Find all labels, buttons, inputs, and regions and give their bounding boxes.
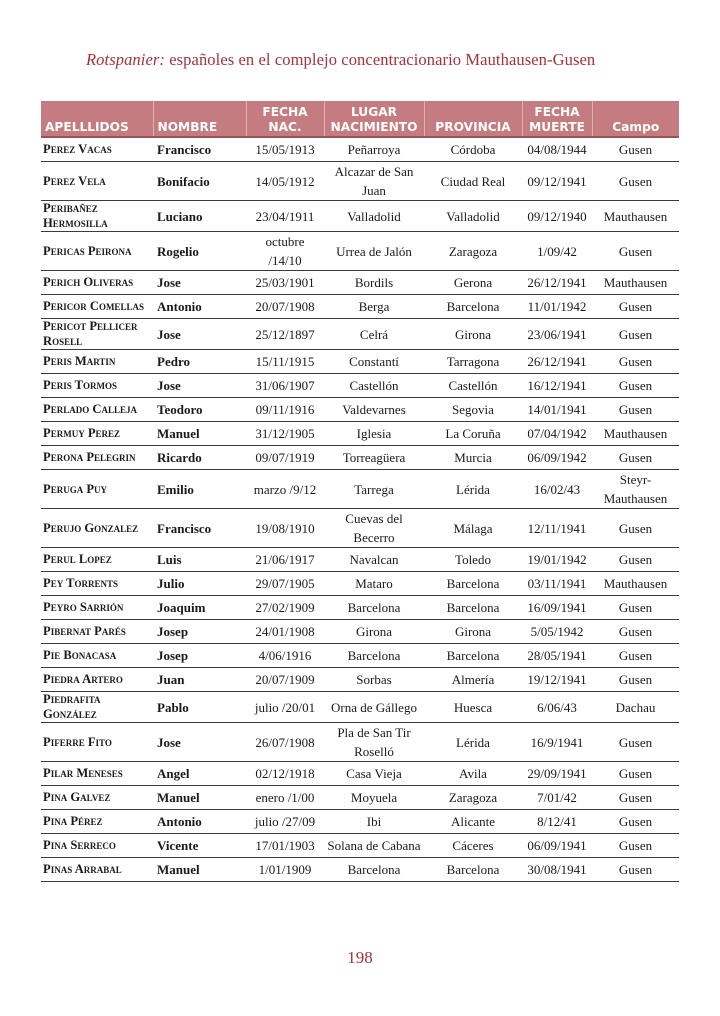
running-head-text: españoles en el complejo concentracionario Mauthausen-Gusen [165,50,596,69]
table-row [41,295,679,319]
cell-fecha-nac: julio /20/01 [246,692,324,723]
cell-campo: Gusen [592,398,679,422]
col-header-nombre: NOMBRE [153,101,246,137]
cell-fecha-nac: 15/11/1915 [246,350,324,374]
cell-campo: Gusen [592,350,679,374]
table-row [41,596,679,620]
cell-fecha-muerte: 03/11/1941 [522,572,592,596]
cell-nombre: Manuel [153,422,246,446]
cell-provincia: Lérida [424,470,522,509]
cell-campo: Gusen [592,786,679,810]
cell-lugar: Orna de Gállego [324,692,424,723]
cell-fecha-nac: 27/02/1909 [246,596,324,620]
table-row [41,834,679,858]
cell-fecha-muerte: 19/12/1941 [522,668,592,692]
cell-provincia: Castellón [424,374,522,398]
cell-fecha-muerte: 8/12/41 [522,810,592,834]
cell-lugar: Solana de Cabana [324,834,424,858]
table-row [41,810,679,834]
cell-fecha-nac: 17/01/1903 [246,834,324,858]
cell-apellidos: Pericot Pellicer Rosell [41,319,153,350]
cell-fecha-muerte: 12/11/1941 [522,509,592,548]
cell-provincia: Lérida [424,723,522,762]
cell-fecha-nac: 26/07/1908 [246,723,324,762]
cell-nombre: Antonio [153,810,246,834]
cell-fecha-nac: 31/06/1907 [246,374,324,398]
cell-apellidos: Perich Oliveras [41,271,153,295]
table-row [41,137,679,162]
cell-campo: Gusen [592,644,679,668]
cell-fecha-muerte: 09/12/1940 [522,201,592,232]
cell-campo: Gusen [592,834,679,858]
cell-nombre: Jose [153,374,246,398]
page-number: 198 [347,948,373,967]
cell-apellidos: Pey Torrents [41,572,153,596]
cell-fecha-nac: 25/12/1897 [246,319,324,350]
table-row [41,374,679,398]
cell-campo: Gusen [592,509,679,548]
cell-nombre: Pedro [153,350,246,374]
cell-campo: Gusen [592,446,679,470]
cell-provincia: Barcelona [424,295,522,319]
cell-lugar: Alcazar de San Juan [324,162,424,201]
cell-fecha-muerte: 19/01/1942 [522,548,592,572]
cell-provincia: Girona [424,620,522,644]
cell-campo: Gusen [592,723,679,762]
cell-lugar: Constantí [324,350,424,374]
cell-provincia: Girona [424,319,522,350]
cell-fecha-muerte: 23/06/1941 [522,319,592,350]
cell-fecha-muerte: 1/09/42 [522,232,592,271]
table-row [41,509,679,548]
cell-campo: Mauthausen [592,572,679,596]
cell-provincia: Cáceres [424,834,522,858]
cell-provincia: Córdoba [424,137,522,162]
cell-fecha-nac: 19/08/1910 [246,509,324,548]
cell-fecha-muerte: 30/08/1941 [522,858,592,882]
cell-campo: Gusen [592,319,679,350]
cell-nombre: Angel [153,762,246,786]
cell-fecha-nac: 20/07/1908 [246,295,324,319]
table-row [41,786,679,810]
cell-apellidos: Pina Pérez [41,810,153,834]
cell-fecha-muerte: 06/09/1942 [522,446,592,470]
cell-provincia: Zaragoza [424,786,522,810]
cell-fecha-muerte: 09/12/1941 [522,162,592,201]
cell-provincia: Toledo [424,548,522,572]
cell-fecha-muerte: 16/12/1941 [522,374,592,398]
cell-apellidos: Perez Vela [41,162,153,201]
cell-nombre: Jose [153,271,246,295]
cell-nombre: Emilio [153,470,246,509]
table-row [41,548,679,572]
cell-campo: Gusen [592,232,679,271]
cell-fecha-nac: marzo /9/12 [246,470,324,509]
cell-nombre: Francisco [153,509,246,548]
cell-apellidos: Peris Tormos [41,374,153,398]
cell-provincia: Gerona [424,271,522,295]
cell-campo: Gusen [592,596,679,620]
cell-nombre: Bonifacio [153,162,246,201]
cell-campo: Mauthausen [592,201,679,232]
cell-fecha-nac: 25/03/1901 [246,271,324,295]
cell-nombre: Francisco [153,137,246,162]
cell-fecha-nac: 1/01/1909 [246,858,324,882]
table-row [41,319,679,350]
cell-apellidos: Perul Lopez [41,548,153,572]
cell-campo: Mauthausen [592,271,679,295]
cell-campo: Gusen [592,858,679,882]
cell-nombre: Luciano [153,201,246,232]
table-row [41,572,679,596]
cell-campo: Gusen [592,295,679,319]
cell-fecha-muerte: 06/09/1941 [522,834,592,858]
cell-campo: Gusen [592,668,679,692]
cell-lugar: Bordils [324,271,424,295]
cell-fecha-nac: 15/05/1913 [246,137,324,162]
cell-nombre: Juan [153,668,246,692]
table-row [41,350,679,374]
table-row [41,620,679,644]
cell-apellidos: Pericas Peirona [41,232,153,271]
col-header-fecha-muerte: FECHA MUERTE [522,101,592,137]
cell-apellidos: Peruga Puy [41,470,153,509]
cell-apellidos: Pie Bonacasa [41,644,153,668]
cell-lugar: Peñarroya [324,137,424,162]
cell-nombre: Teodoro [153,398,246,422]
cell-fecha-nac: 02/12/1918 [246,762,324,786]
cell-fecha-muerte: 16/9/1941 [522,723,592,762]
cell-campo: Gusen [592,548,679,572]
cell-provincia: Barcelona [424,858,522,882]
cell-apellidos: Pilar Meneses [41,762,153,786]
cell-provincia: Ciudad Real [424,162,522,201]
cell-provincia: Huesca [424,692,522,723]
cell-lugar: Barcelona [324,858,424,882]
cell-nombre: Rogelio [153,232,246,271]
cell-lugar: Valdevarnes [324,398,424,422]
cell-lugar: Barcelona [324,644,424,668]
cell-fecha-nac: 29/07/1905 [246,572,324,596]
cell-apellidos: Pericor Comellas [41,295,153,319]
table-row [41,692,679,723]
cell-apellidos: Pina Galvez [41,786,153,810]
cell-campo: Mauthausen [592,422,679,446]
cell-provincia: Zaragoza [424,232,522,271]
table-row [41,644,679,668]
table-body [41,137,679,882]
table-row [41,232,679,271]
table-row [41,398,679,422]
cell-fecha-nac: 21/06/1917 [246,548,324,572]
col-header-provincia: PROVINCIA [424,101,522,137]
table-row [41,446,679,470]
cell-apellidos: Piedrafita González [41,692,153,723]
cell-lugar: Castellón [324,374,424,398]
cell-nombre: Manuel [153,858,246,882]
cell-nombre: Vicente [153,834,246,858]
cell-lugar: Cuevas del Becerro [324,509,424,548]
cell-provincia: Valladolid [424,201,522,232]
cell-apellidos: Perona Pelegrin [41,446,153,470]
cell-lugar: Mataro [324,572,424,596]
cell-nombre: Joaquim [153,596,246,620]
cell-fecha-muerte: 14/01/1941 [522,398,592,422]
table-row [41,762,679,786]
cell-apellidos: Perlado Calleja [41,398,153,422]
cell-nombre: Jose [153,319,246,350]
cell-apellidos: Pibernat Parés [41,620,153,644]
cell-lugar: Berga [324,295,424,319]
cell-lugar: Casa Vieja [324,762,424,786]
cell-apellidos: Piedra Artero [41,668,153,692]
cell-provincia: La Coruña [424,422,522,446]
cell-fecha-muerte: 11/01/1942 [522,295,592,319]
cell-nombre: Josep [153,620,246,644]
cell-fecha-nac: enero /1/00 [246,786,324,810]
cell-apellidos: Pina Serreco [41,834,153,858]
cell-campo: Gusen [592,137,679,162]
cell-apellidos: Peris Martin [41,350,153,374]
cell-apellidos: Pinas Arrabal [41,858,153,882]
cell-nombre: Pablo [153,692,246,723]
running-head [86,50,646,70]
cell-fecha-muerte: 7/01/42 [522,786,592,810]
cell-nombre: Antonio [153,295,246,319]
cell-fecha-nac: 20/07/1909 [246,668,324,692]
cell-lugar: Barcelona [324,596,424,620]
cell-provincia: Tarragona [424,350,522,374]
cell-nombre: Manuel [153,786,246,810]
victims-table [41,101,679,882]
cell-fecha-nac: 31/12/1905 [246,422,324,446]
col-header-lugar-nacimiento: LUGAR NACIMIENTO [324,101,424,137]
cell-provincia: Alicante [424,810,522,834]
cell-fecha-nac: octubre /14/10 [246,232,324,271]
cell-apellidos: Peribañez Hermosilla [41,201,153,232]
cell-campo: Gusen [592,810,679,834]
cell-fecha-nac: 4/06/1916 [246,644,324,668]
cell-fecha-muerte: 5/05/1942 [522,620,592,644]
cell-apellidos: Permuy Perez [41,422,153,446]
cell-fecha-muerte: 26/12/1941 [522,271,592,295]
cell-lugar: Urrea de Jalón [324,232,424,271]
cell-lugar: Celrá [324,319,424,350]
cell-provincia: Barcelona [424,572,522,596]
cell-lugar: Navalcan [324,548,424,572]
table-row [41,858,679,882]
cell-fecha-nac: 24/01/1908 [246,620,324,644]
table-row [41,271,679,295]
table-row [41,162,679,201]
running-head-italic: Rotspanier: [86,50,166,69]
cell-fecha-muerte: 16/02/43 [522,470,592,509]
cell-fecha-muerte: 29/09/1941 [522,762,592,786]
cell-nombre: Luis [153,548,246,572]
table-row [41,201,679,232]
col-header-apellidos: APELLLIDOS [41,101,153,137]
cell-fecha-nac: julio /27/09 [246,810,324,834]
cell-fecha-muerte: 26/12/1941 [522,350,592,374]
cell-fecha-muerte: 6/06/43 [522,692,592,723]
cell-lugar: Girona [324,620,424,644]
cell-fecha-muerte: 28/05/1941 [522,644,592,668]
cell-provincia: Barcelona [424,596,522,620]
cell-lugar: Sorbas [324,668,424,692]
cell-campo: Gusen [592,374,679,398]
cell-apellidos: Peyro Sarrión [41,596,153,620]
cell-apellidos: Perujo Gonzalez [41,509,153,548]
cell-nombre: Jose [153,723,246,762]
cell-campo: Gusen [592,762,679,786]
cell-fecha-nac: 14/05/1912 [246,162,324,201]
col-header-campo: Campo [592,101,679,137]
cell-provincia: Barcelona [424,644,522,668]
cell-provincia: Almería [424,668,522,692]
table-row [41,422,679,446]
cell-fecha-nac: 23/04/1911 [246,201,324,232]
cell-fecha-nac: 09/11/1916 [246,398,324,422]
cell-lugar: Valladolid [324,201,424,232]
cell-lugar: Tarrega [324,470,424,509]
cell-lugar: Moyuela [324,786,424,810]
cell-lugar: Iglesia [324,422,424,446]
table-header-row [41,101,679,137]
cell-campo: Dachau [592,692,679,723]
col-header-fecha-nac: FECHA NAC. [246,101,324,137]
table-row [41,723,679,762]
cell-nombre: Josep [153,644,246,668]
cell-provincia: Avila [424,762,522,786]
cell-nombre: Julio [153,572,246,596]
cell-fecha-muerte: 07/04/1942 [522,422,592,446]
cell-lugar: Ibi [324,810,424,834]
cell-apellidos: Piferre Fito [41,723,153,762]
cell-nombre: Ricardo [153,446,246,470]
cell-provincia: Murcia [424,446,522,470]
cell-fecha-muerte: 04/08/1944 [522,137,592,162]
cell-apellidos: Perez Vacas [41,137,153,162]
cell-campo: Gusen [592,162,679,201]
table-row [41,668,679,692]
cell-lugar: Pla de San Tir Roselló [324,723,424,762]
cell-campo: Gusen [592,620,679,644]
cell-provincia: Segovia [424,398,522,422]
cell-campo: Steyr-Mauthausen [592,470,679,509]
table-row [41,470,679,509]
cell-lugar: Torreagüera [324,446,424,470]
cell-fecha-nac: 09/07/1919 [246,446,324,470]
cell-fecha-muerte: 16/09/1941 [522,596,592,620]
cell-provincia: Málaga [424,509,522,548]
